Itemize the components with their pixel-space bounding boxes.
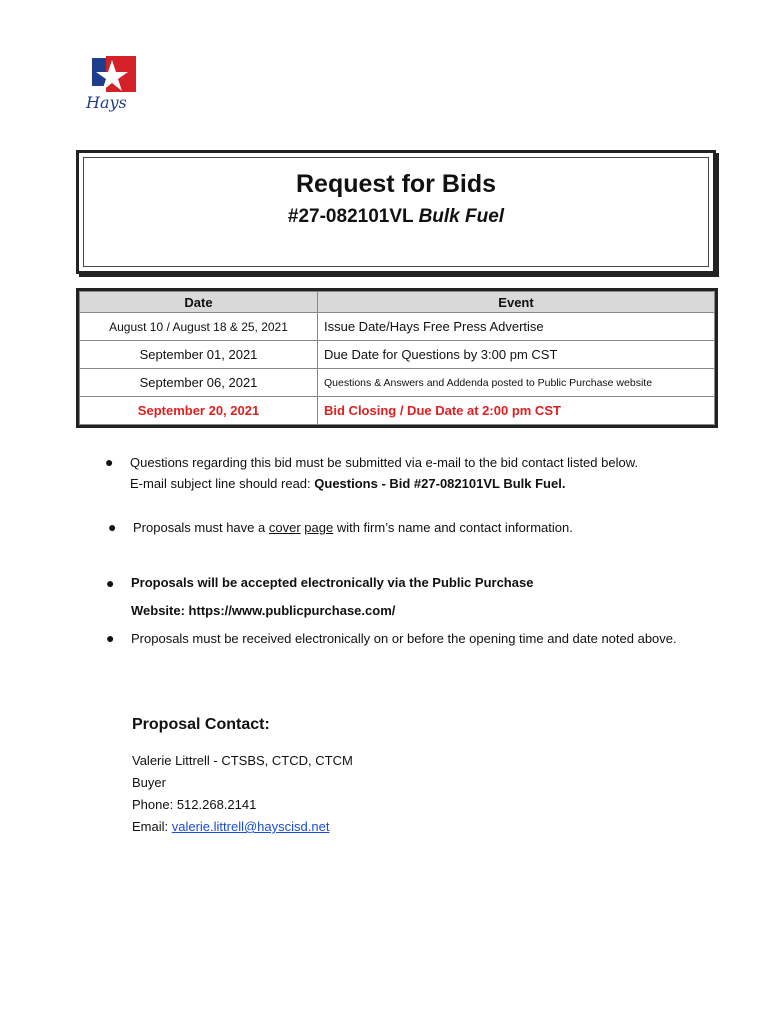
row-event: Issue Date/Hays Free Press Advertise [318,313,715,341]
row-event: Questions & Answers and Addenda posted to Public Purchase website [318,369,715,397]
bullet-icon: ● [106,630,115,646]
row-event: Bid Closing / Due Date at 2:00 pm CST [318,397,715,425]
table-row-highlight [80,397,715,425]
bullet-icon: ● [106,575,115,591]
table-row [80,369,715,397]
document-title: Request for Bids [295,170,497,198]
row-date: September 20, 2021 [80,397,318,425]
table-row [80,313,715,341]
bullet-text: E-mail subject line should read: Questions - Bid #27-082101VL Bulk Fuel. [130,476,566,491]
bullet-text: Proposals must be received electronically on or before the opening time and date noted above. [131,631,677,646]
bullet-item-deadline [106,628,751,649]
bid-number: #27-082101VL [287,206,414,227]
row-event: Due Date for Questions by 3:00 pm CST [318,341,715,369]
table-header-row [80,292,715,313]
contact-phone: Phone: 512.268.2141 [132,797,257,812]
bullet-text: Website: https://www.publicpurchase.com/ [131,603,396,618]
bid-subtitle [84,206,708,228]
table-row [80,341,715,369]
contact-role: Buyer [132,775,166,790]
schedule-table [76,288,718,428]
bullet-text: Proposals will be accepted electronically via the Public Purchase [131,575,534,590]
bid-subject: Bulk Fuel [418,206,505,227]
title-box [76,150,716,274]
svg-text:Hays: Hays [86,93,127,112]
row-date: September 01, 2021 [80,341,318,369]
row-date: September 06, 2021 [80,369,318,397]
bullet-item-cover-page [108,517,733,538]
row-date: August 10 / August 18 & 25, 2021 [80,313,318,341]
proposal-contact [132,716,353,838]
bullet-icon: ● [105,454,114,470]
contact-email-link[interactable]: valerie.littrell@hayscisd.net [171,819,330,834]
bullet-icon: ● [108,519,117,535]
column-header-event: Event [318,292,715,313]
bullet-item-questions [105,452,730,494]
contact-heading: Proposal Contact: [132,716,270,733]
bullet-text: Proposals must have a cover page with firm’s name and contact information. [133,520,573,535]
contact-name: Valerie Littrell - CTSBS, CTCD, CTCM [132,753,353,768]
column-header-date: Date [80,292,318,313]
bullet-item-public-purchase [106,569,731,625]
hays-cisd-logo [82,52,142,122]
bullet-text: Questions regarding this bid must be submitted via e-mail to the bid contact listed below. [130,455,638,470]
contact-email-line: Email: valerie.littrell@hayscisd.net [132,819,330,834]
